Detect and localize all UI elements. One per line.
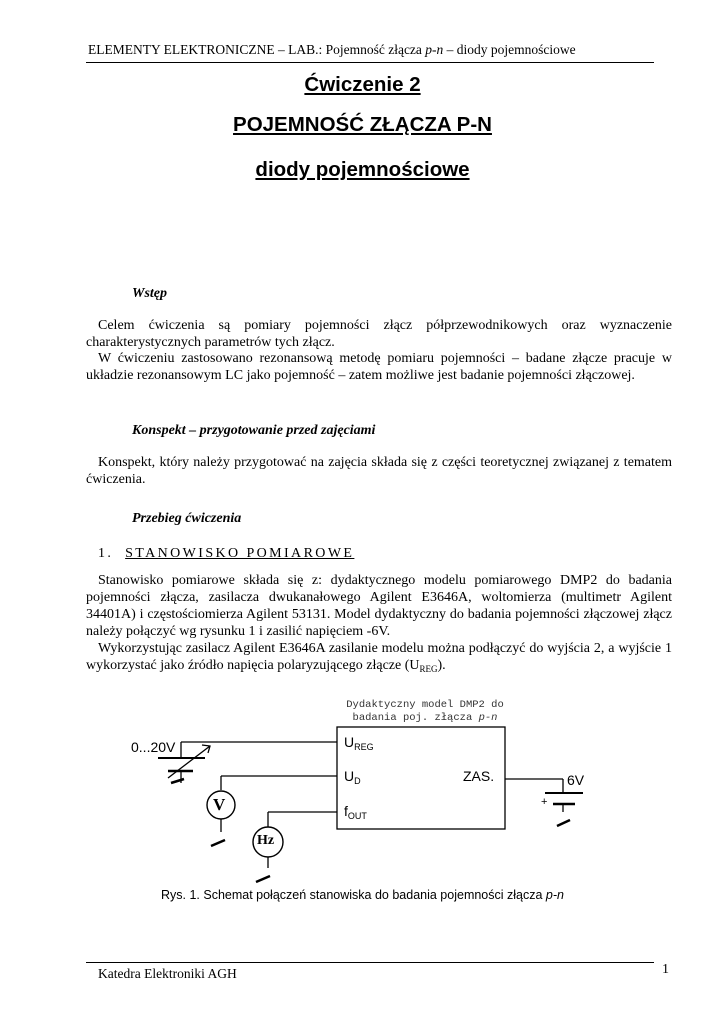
running-header-suffix: – diody pojemnościowe <box>443 42 576 57</box>
fout-sub: OUT <box>347 811 367 821</box>
ureg-subscript: REG <box>419 664 438 674</box>
running-header <box>88 42 576 58</box>
fout-port-label <box>344 803 367 821</box>
section-1-heading <box>98 546 354 562</box>
source-label: 0...20V <box>131 739 176 755</box>
topic-title: POJEMNOŚĆ ZŁĄCZA P-N <box>233 113 492 136</box>
voltmeter-label: V <box>213 795 226 814</box>
hz-label: Hz <box>257 833 275 848</box>
section-1-paragraph-2-text: Wykorzystując zasilacz Agilent E3646A zasilanie modelu można podłączyć do wyjścia 2, a wyjście 1 wykorzystać jako źródło napięcia polaryzującego złącze (U <box>86 641 672 673</box>
exercise-title: Ćwiczenie 2 <box>304 73 421 96</box>
dmp2-caption-line-1: Dydaktyczny model DMP2 do <box>346 699 504 711</box>
wstep-paragraph-2: W ćwiczeniu zastosowano rezonansową metodę pomiaru pojemności – badane złącze pracuje w układzie rezonansowym LC jako pojemność – zatem możliwe jest badanie pojemności złączowej. <box>86 351 672 383</box>
fout-main: f <box>344 803 348 819</box>
section-1-paragraph-1: Stanowisko pomiarowe składa się z: dydaktycznego modelu pomiarowego DMP2 do badania pojemności złącza, zasilacza dwukanałowego Agilent E3646A, woltomierza (multimetr Agilent 34401A) i częstościomierza Agilent 53131. Model dydaktyczny do badania pojemności złączowej złącz należy połączyć wg rysunku 1 i zasilić napięciem -6V. <box>86 573 672 639</box>
source-ground <box>171 779 184 783</box>
dmp2-caption-line-2-text: badania poj. złącza <box>352 712 479 724</box>
header-rule <box>86 62 654 63</box>
ud-port-label <box>344 768 361 786</box>
wstep-paragraph-1: Celem ćwiczenia są pomiary pojemności złącz półprzewodnikowych oraz wyznaczenie charakterystycznych parametrów tych złącz. <box>86 318 672 350</box>
ud-main: U <box>344 768 355 784</box>
ureg-main: U <box>344 734 355 750</box>
zas-label: ZAS. <box>463 768 495 784</box>
dmp2-caption-pn: p-n <box>478 712 498 724</box>
topic-subtitle: diody pojemnościowe <box>255 158 470 181</box>
figure-caption-text: Rys. 1. Schemat połączeń stanowiska do badania pojemności złącza <box>160 888 546 902</box>
wstep-heading: Wstęp <box>132 286 167 301</box>
ureg-sub: REG <box>354 742 374 752</box>
figure-caption-pn: p-n <box>545 888 564 902</box>
battery-voltage-label: 6V <box>567 772 585 788</box>
ureg-port-label <box>344 734 374 752</box>
footer-department: Katedra Elektroniki AGH <box>98 966 237 981</box>
section-1-title: STANOWISKO POMIAROWE <box>125 546 355 561</box>
running-header-prefix: ELEMENTY ELEKTRONICZNE – LAB.: Pojemność złącza <box>88 42 426 57</box>
section-1-paragraph-2 <box>86 640 672 678</box>
figure-caption <box>0 888 725 902</box>
battery-plus-label: + <box>541 796 548 808</box>
konspekt-heading: Konspekt – przygotowanie przed zajęciami <box>132 423 376 438</box>
page-number: 1 <box>662 962 669 977</box>
footer-rule <box>86 962 654 963</box>
battery-ground <box>557 820 570 826</box>
circuit-diagram <box>0 690 725 890</box>
ud-sub: D <box>354 776 361 786</box>
section-1-paragraph-2-end: ). <box>437 658 446 673</box>
przebieg-heading: Przebieg ćwiczenia <box>132 511 242 526</box>
section-1-number: 1. <box>98 546 114 561</box>
frequency-meter-ground <box>256 876 270 882</box>
konspekt-paragraph: Konspekt, który należy przygotować na zajęcia składa się z części teoretycznej związanej z tematem ćwiczenia. <box>86 455 672 487</box>
voltmeter-ground <box>211 840 225 846</box>
running-header-pn: p-n <box>425 42 444 57</box>
